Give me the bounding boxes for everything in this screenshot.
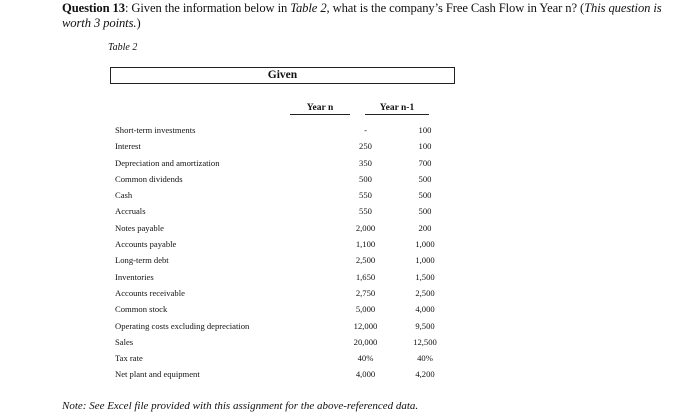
row-label: Long-term debt (115, 255, 169, 266)
table-row (115, 189, 435, 205)
row-value-year-n-1: 12,500 (413, 336, 437, 347)
row-value-year-n-1: 200 (418, 222, 432, 233)
question-close-paren: ) (136, 16, 141, 30)
question-text-after: , what is the company’s Free Cash Flow in Year n? ( (326, 1, 585, 15)
row-value-year-n-1: 100 (418, 141, 432, 152)
table-row (115, 320, 435, 336)
row-value-year-n: 2,500 (355, 255, 376, 266)
row-label: Sales (115, 336, 134, 347)
table-row (115, 140, 435, 156)
row-value-year-n: - (364, 125, 367, 135)
table-row (115, 238, 435, 254)
row-label: Tax rate (115, 353, 143, 364)
row-value-year-n-1: 500 (418, 206, 432, 217)
row-value-year-n: 2,750 (355, 287, 376, 298)
row-value-year-n: 350 (359, 157, 372, 168)
row-label: Common dividends (115, 173, 183, 184)
row-value-year-n: 1,650 (355, 271, 376, 282)
column-header-year-n: Year n (290, 103, 350, 115)
row-label: Short-term investments (115, 125, 196, 135)
row-value-year-n: 12,000 (353, 320, 378, 331)
row-value-year-n-1: 40% (417, 353, 433, 364)
table-row (115, 157, 435, 173)
row-value-year-n: 550 (359, 206, 372, 217)
table-row (115, 368, 435, 384)
row-value-year-n: 500 (359, 173, 372, 184)
row-label: Net plant and equipment (115, 369, 200, 380)
row-value-year-n-1: 1,500 (415, 271, 435, 282)
table-row (115, 173, 435, 189)
row-value-year-n-1: 9,500 (415, 320, 435, 331)
row-value-year-n-1: 700 (418, 157, 432, 168)
table-row (115, 287, 435, 303)
table-row (115, 352, 435, 368)
table-row (115, 336, 435, 352)
row-label: Interest (115, 141, 141, 152)
row-label: Notes payable (115, 222, 164, 233)
table-row (115, 271, 435, 287)
row-value-year-n: 550 (359, 190, 372, 201)
table-row (115, 124, 435, 140)
row-label: Operating costs excluding depreciation (115, 320, 250, 331)
row-value-year-n: 250 (359, 141, 372, 152)
row-label: Cash (115, 190, 133, 201)
row-value-year-n-1: 1,000 (415, 255, 435, 266)
table-row (115, 222, 435, 238)
row-value-year-n-1: 2,500 (415, 287, 435, 298)
row-label: Accounts receivable (115, 287, 185, 298)
question-points-note: This question is worth 3 points. (62, 1, 662, 30)
row-label: Inventories (115, 271, 154, 282)
row-label: Depreciation and amortization (115, 157, 220, 168)
table-caption: Table 2 (108, 42, 138, 53)
row-value-year-n: 40% (357, 353, 374, 364)
row-value-year-n-1: 100 (418, 125, 432, 135)
row-value-year-n: 5,000 (355, 304, 376, 315)
row-value-year-n-1: 500 (418, 190, 432, 201)
table-row (115, 205, 435, 221)
row-label: Accounts payable (115, 239, 177, 250)
row-value-year-n-1: 4,000 (415, 304, 435, 315)
row-label: Accruals (115, 206, 146, 217)
column-header-year-n-1: Year n-1 (365, 103, 429, 115)
row-value-year-n-1: 1,000 (415, 239, 435, 250)
table-row (115, 303, 435, 319)
table-body (115, 124, 435, 385)
row-value-year-n-1: 4,200 (415, 369, 435, 380)
question-table-ref: Table 2 (290, 1, 327, 15)
row-label: Common stock (115, 304, 168, 315)
footnote: Note: See Excel file provided with this assignment for the above-referenced data. (62, 400, 419, 412)
row-value-year-n: 4,000 (355, 369, 376, 380)
row-value-year-n: 2,000 (355, 222, 376, 233)
question-text (62, 1, 692, 31)
row-value-year-n-1: 500 (418, 173, 432, 184)
table-row (115, 254, 435, 270)
row-value-year-n: 20,000 (353, 336, 378, 347)
table-header-given: Given (110, 67, 455, 84)
row-value-year-n: 1,100 (355, 239, 376, 250)
question-text-before: : Given the information below in (124, 1, 291, 15)
question-label: Question 13 (62, 1, 125, 15)
